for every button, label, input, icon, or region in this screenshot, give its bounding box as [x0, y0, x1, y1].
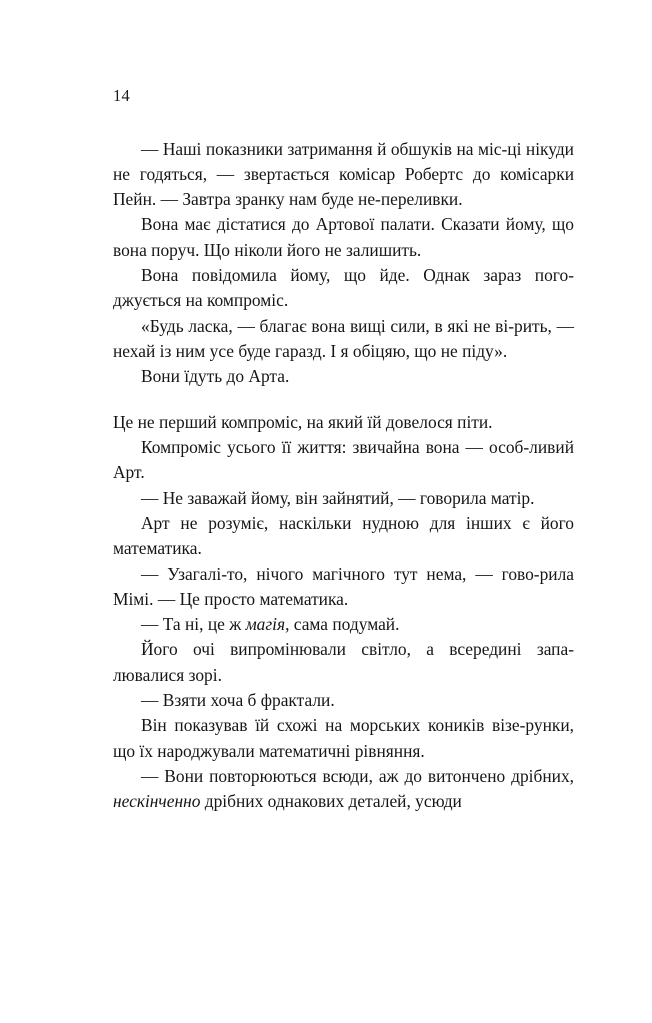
paragraph: [113, 612, 574, 637]
paragraph-text-tail: , сама подумай.: [285, 614, 400, 635]
paragraph-group-2: [113, 410, 574, 815]
paragraph: — Узагалі-то, нічого магічного тут нема, — гово-рила Мімі. — Це просто математика.: [113, 563, 574, 609]
paragraph: Вони їдуть до Арта.: [141, 366, 290, 387]
paragraph-text-tail: дрібних однакових деталей, усюди: [200, 791, 462, 812]
paragraph-text: — Та ні, це ж: [141, 614, 246, 635]
paragraph: Це не перший компроміс, на який їй довелося піти.: [113, 411, 493, 432]
page-number: 14: [113, 86, 130, 105]
paragraph: «Будь ласка, — благає вона вищі сили, в які не ві-рить, — нехай із ним усе буде гаразд. І я обіцяю, що не піду».: [113, 315, 574, 361]
paragraph: [113, 764, 574, 815]
section-break: [113, 390, 574, 410]
paragraph: Компроміс усього її життя: звичайна вона — особ-ливий Арт.: [113, 436, 574, 483]
paragraph: Він показував їй схожі на морських коників візе-рунки, що їх народжували математичні рівняння.: [113, 715, 574, 761]
emphasis: магія: [245, 614, 286, 635]
paragraph: Вона повідомила йому, що йде. Однак зараз пого-джується на компроміс.: [113, 265, 574, 311]
paragraph-text: — Вони повторюються всюди, аж до витончено дрібних,: [141, 766, 574, 786]
paragraph: Його очі випромінювали світло, а всередині запа-лювалися зорі.: [113, 639, 574, 685]
paragraph-group-1: [113, 137, 574, 390]
paragraph: — Взяти хоча б фрактали.: [141, 690, 335, 711]
page-body: [113, 137, 574, 815]
paragraph: — Не заважай йому, він зайнятий, — говорила матір.: [141, 487, 535, 508]
emphasis: нескінченно: [113, 791, 201, 812]
paragraph: — Наші показники затримання й обшуків на міс-ці нікуди не годяться, — звертається комісар Робертс до комісарки Пейн. — Завтра зранку нам буде не-переливки.: [113, 138, 574, 210]
paragraph: Арт не розуміє, наскільки нудною для інших є його математика.: [113, 512, 574, 559]
paragraph: Вона має дістатися до Артової палати. Сказати йому, що вона поруч. Що ніколи його не залишить.: [113, 214, 574, 260]
